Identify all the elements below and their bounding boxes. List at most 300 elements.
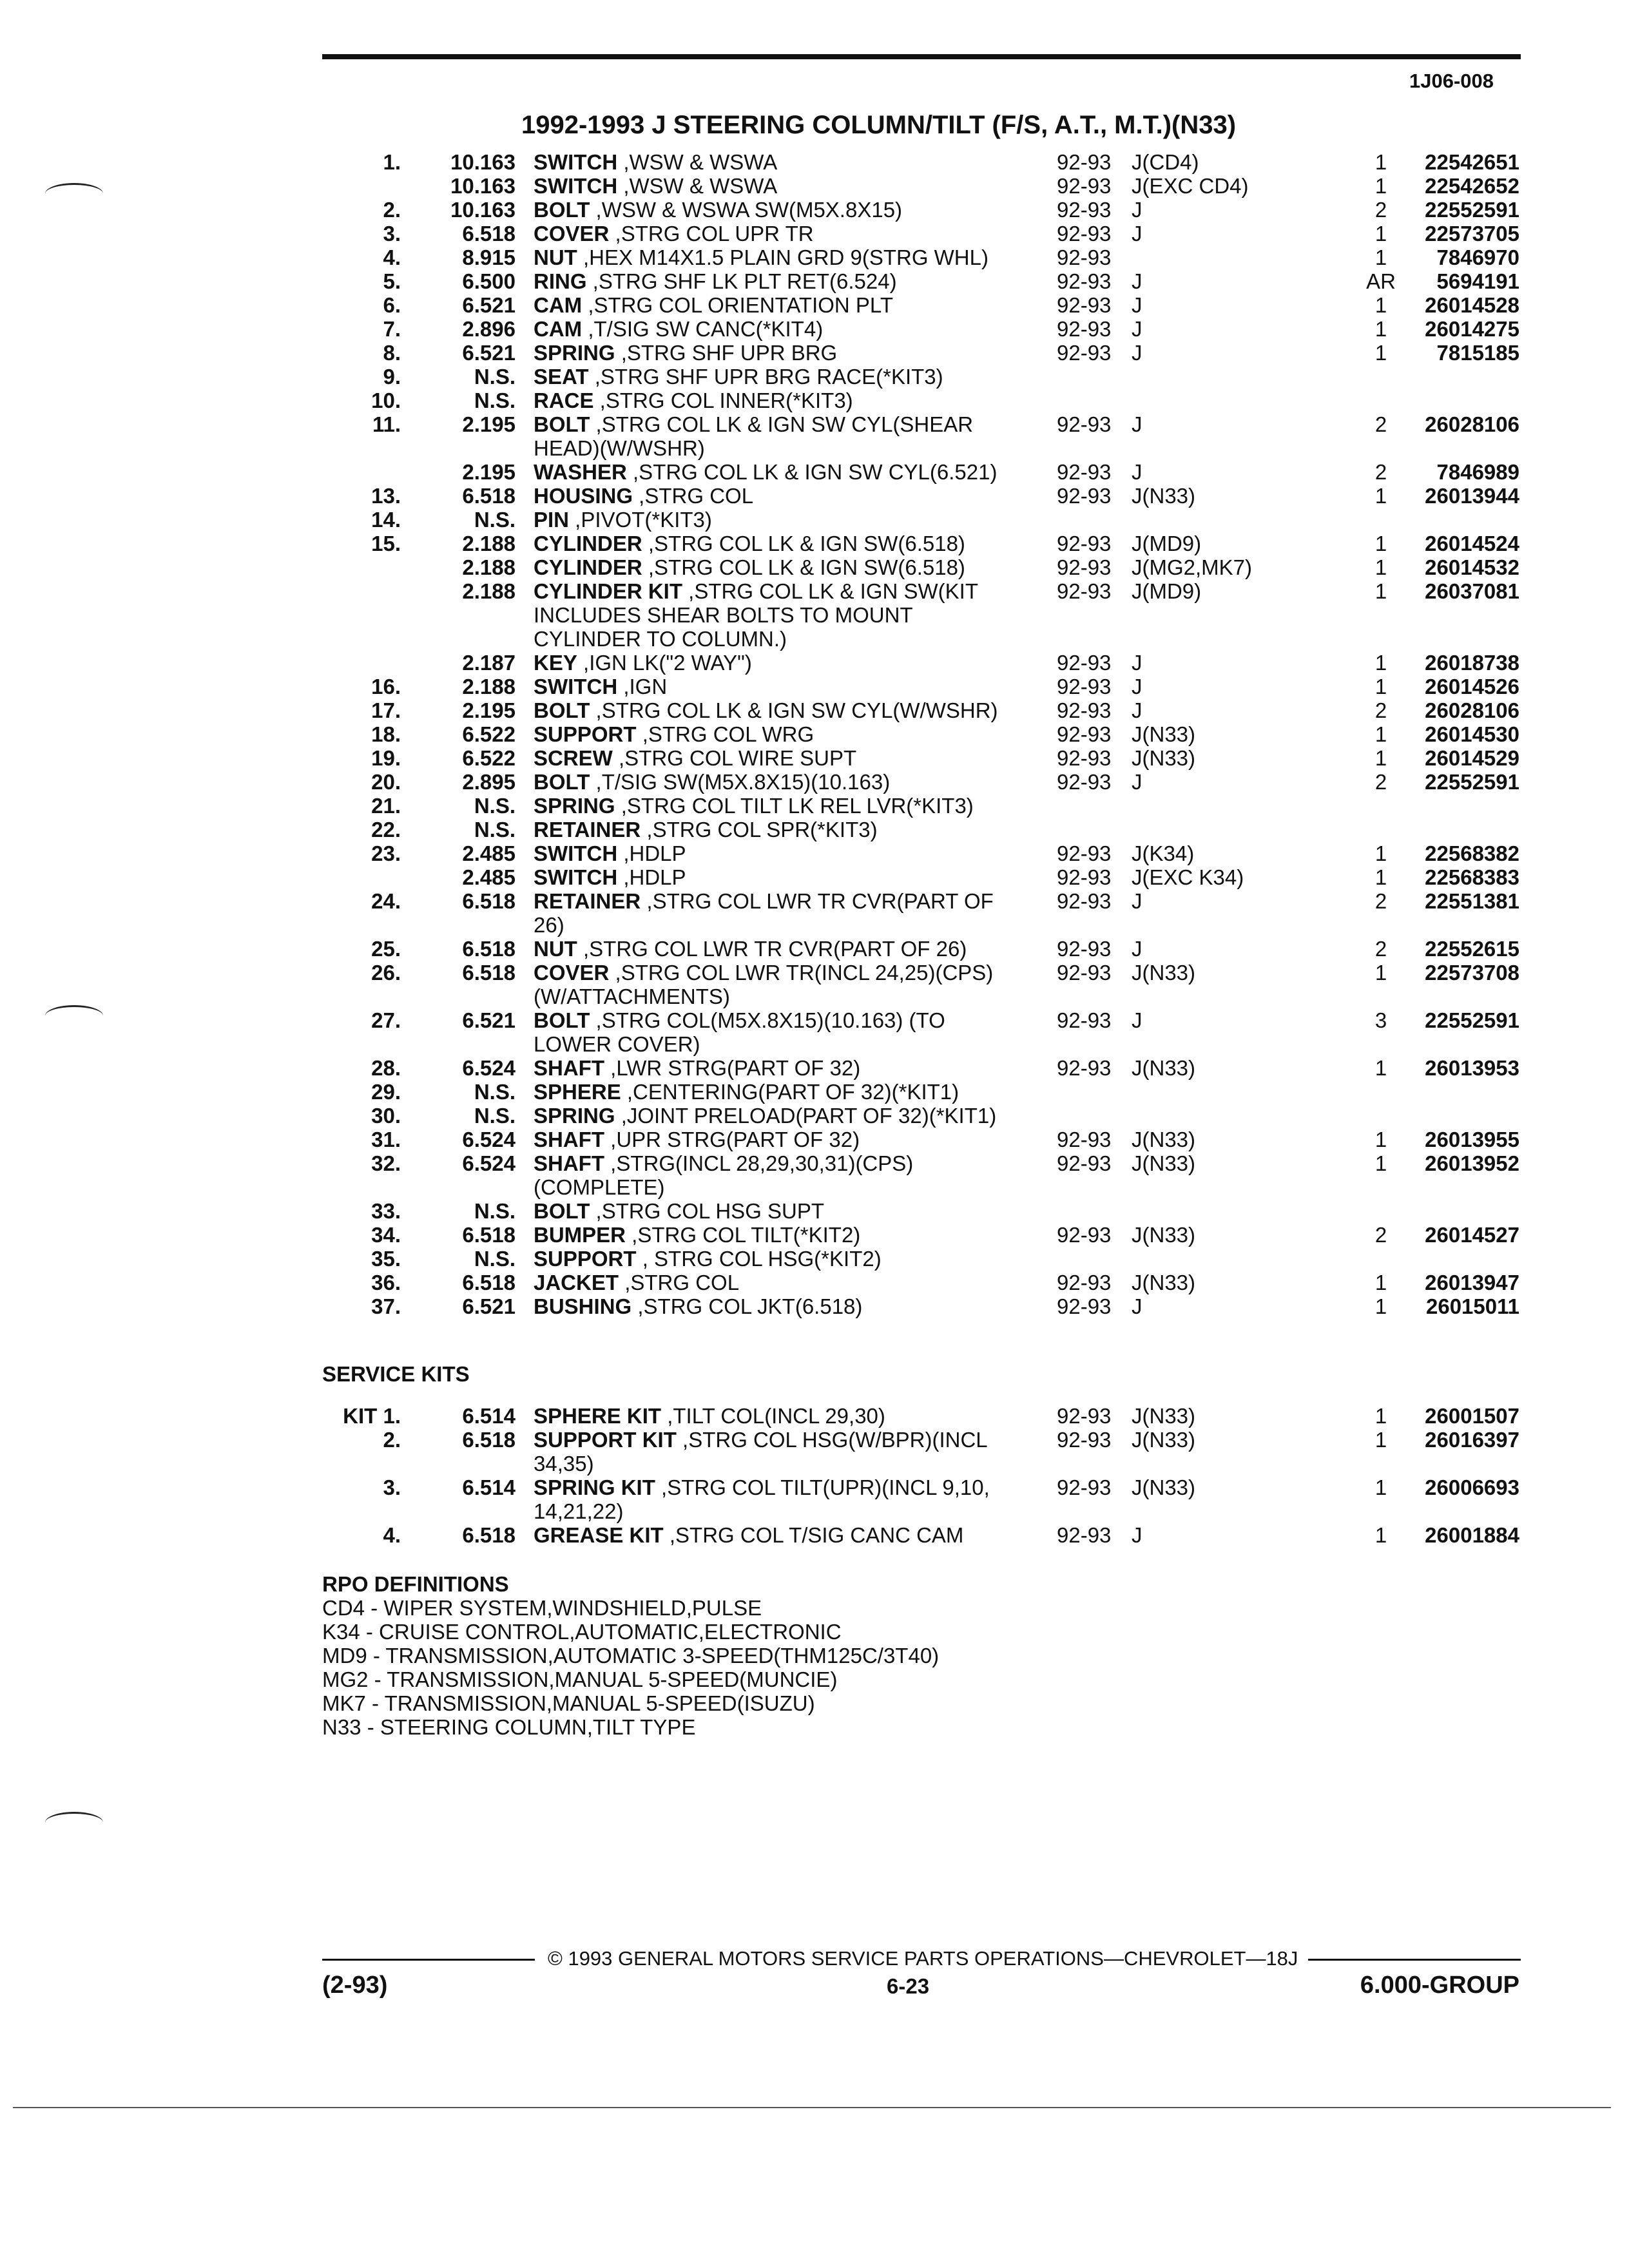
part-number: 22568382 <box>1425 841 1519 865</box>
part-row <box>0 174 1629 198</box>
part-description: 26) <box>534 913 564 937</box>
description <box>534 1032 700 1056</box>
quantity: 1 <box>1374 579 1387 603</box>
group-number: 2.485 <box>462 865 516 889</box>
application: J <box>1132 889 1142 913</box>
item-number: 7. <box>383 317 401 341</box>
description <box>534 1223 860 1247</box>
part-row <box>0 150 1629 174</box>
part-description: ,STRG COL LWR TR CVR(PART OF 26) <box>577 937 967 961</box>
application: J(N33) <box>1132 1128 1196 1151</box>
part-name: SHAFT <box>534 1056 604 1080</box>
part-name: CAM <box>534 293 583 317</box>
part-name: SHAFT <box>534 1151 604 1175</box>
part-number: 7815185 <box>1436 341 1519 365</box>
part-name: SCREW <box>534 746 613 770</box>
punch-mark <box>45 1005 103 1026</box>
part-description: ,STRG COL LK & IGN SW(6.518) <box>642 555 965 579</box>
application: J(CD4) <box>1132 150 1199 174</box>
part-row <box>0 341 1629 365</box>
application: J(MG2,MK7) <box>1132 555 1253 579</box>
group-number: 6.514 <box>462 1404 516 1428</box>
part-row <box>0 1104 1629 1128</box>
group-number: 6.522 <box>462 722 516 746</box>
application: J <box>1132 1523 1142 1547</box>
model-years: 92-93 <box>1057 1128 1112 1151</box>
model-years: 92-93 <box>1057 770 1112 794</box>
part-description: ,PIVOT(*KIT3) <box>569 508 712 532</box>
item-number: 36. <box>371 1271 401 1294</box>
part-number: 26013952 <box>1425 1151 1519 1175</box>
model-years: 92-93 <box>1057 1404 1112 1428</box>
group-number: N.S. <box>474 1199 516 1223</box>
quantity: 1 <box>1374 245 1387 269</box>
item-number: 2. <box>383 1428 401 1452</box>
part-number: 26006693 <box>1425 1475 1519 1499</box>
model-years: 92-93 <box>1057 269 1112 293</box>
item-number: 5. <box>383 269 401 293</box>
part-description: ,STRG COL WIRE SUPT <box>612 746 857 770</box>
rpo-definitions <box>322 1572 939 1739</box>
part-number: 22552591 <box>1425 1008 1519 1032</box>
quantity: 1 <box>1374 222 1387 245</box>
model-years: 92-93 <box>1057 961 1112 985</box>
kit-row <box>0 1428 1629 1452</box>
part-number: 26013944 <box>1425 484 1519 508</box>
item-number: 9. <box>383 365 401 389</box>
part-description: ,IGN LK("2 WAY") <box>577 651 752 675</box>
part-description: 34,35) <box>534 1452 594 1475</box>
description <box>534 532 965 555</box>
model-years: 92-93 <box>1057 698 1112 722</box>
model-years: 92-93 <box>1057 1008 1112 1032</box>
part-name: PIN <box>534 508 570 532</box>
part-description: 14,21,22) <box>534 1499 624 1523</box>
page-title: 1992-1993 J STEERING COLUMN/TILT (F/S, A.T., M.T.)(N33) <box>521 111 1237 139</box>
description <box>534 1151 913 1175</box>
group-number: 6.521 <box>462 341 516 365</box>
part-name: RETAINER <box>534 889 641 913</box>
part-row <box>0 365 1629 389</box>
part-name: SWITCH <box>534 675 618 698</box>
part-description: INCLUDES SHEAR BOLTS TO MOUNT <box>534 603 913 627</box>
group-number: 6.524 <box>462 1056 516 1080</box>
group-number: 6.518 <box>462 961 516 985</box>
description <box>534 341 837 365</box>
description <box>534 1056 860 1080</box>
group-number: 6.524 <box>462 1151 516 1175</box>
part-name: SHAFT <box>534 1128 604 1151</box>
rpo-heading: RPO DEFINITIONS <box>322 1572 509 1596</box>
description <box>534 913 564 937</box>
application: J(N33) <box>1132 746 1196 770</box>
quantity: 1 <box>1374 651 1387 675</box>
item-number: 33. <box>371 1199 401 1223</box>
application: J(N33) <box>1132 1223 1196 1247</box>
quantity: 2 <box>1374 770 1387 794</box>
application: J(EXC CD4) <box>1132 174 1249 198</box>
part-number: 26014532 <box>1425 555 1519 579</box>
model-years: 92-93 <box>1057 841 1112 865</box>
model-years: 92-93 <box>1057 222 1112 245</box>
part-description: ,WSW & WSWA <box>617 174 778 198</box>
part-name: NUT <box>534 937 577 961</box>
item-number: 17. <box>371 698 401 722</box>
item-number: 1. <box>383 150 401 174</box>
description <box>534 794 974 818</box>
part-name: BOLT <box>534 770 590 794</box>
part-row <box>0 222 1629 245</box>
application: J(N33) <box>1132 961 1196 985</box>
group-number: N.S. <box>474 1080 516 1104</box>
item-number: 27. <box>371 1008 401 1032</box>
model-years: 92-93 <box>1057 722 1112 746</box>
model-years: 92-93 <box>1057 174 1112 198</box>
description <box>534 841 686 865</box>
description <box>534 1104 996 1128</box>
group-number: 10.163 <box>450 174 516 198</box>
part-description: ,STRG COL UPR TR <box>609 222 814 245</box>
part-row <box>0 913 1629 937</box>
application: J <box>1132 937 1142 961</box>
quantity: 1 <box>1374 675 1387 698</box>
quantity: 1 <box>1374 317 1387 341</box>
part-name: BOLT <box>534 1199 590 1223</box>
part-row <box>0 985 1629 1008</box>
item-number: 31. <box>371 1128 401 1151</box>
description <box>534 985 730 1008</box>
part-description: ,STRG COL <box>633 484 754 508</box>
part-number: 26014530 <box>1425 722 1519 746</box>
part-description: ,STRG COL LK & IGN SW CYL(SHEAR <box>590 412 974 436</box>
part-name: RETAINER <box>534 818 641 841</box>
application: J(EXC K34) <box>1132 865 1244 889</box>
application: J(MD9) <box>1132 579 1202 603</box>
application: J(N33) <box>1132 1151 1196 1175</box>
quantity: 3 <box>1374 1008 1387 1032</box>
model-years: 92-93 <box>1057 1151 1112 1175</box>
application: J <box>1132 460 1142 484</box>
application: J <box>1132 1294 1142 1318</box>
quantity: 1 <box>1374 746 1387 770</box>
model-years: 92-93 <box>1057 293 1112 317</box>
item-number: 37. <box>371 1294 401 1318</box>
group-number: 6.524 <box>462 1128 516 1151</box>
kits-table <box>0 1404 1629 1547</box>
application: J(N33) <box>1132 1475 1196 1499</box>
description <box>534 198 902 222</box>
part-name: SPRING <box>534 794 615 818</box>
description <box>534 722 814 746</box>
part-row <box>0 1294 1629 1318</box>
part-description: ,JOINT PRELOAD(PART OF 32)(*KIT1) <box>615 1104 997 1128</box>
item-number: 26. <box>371 961 401 985</box>
item-number: 22. <box>371 818 401 841</box>
application: J(MD9) <box>1132 532 1202 555</box>
part-name: CAM <box>534 317 583 341</box>
group-number: 8.915 <box>462 245 516 269</box>
part-row <box>0 555 1629 579</box>
model-years: 92-93 <box>1057 484 1112 508</box>
part-description: ,STRG COL LK & IGN SW(6.518) <box>642 532 965 555</box>
part-number: 26014526 <box>1425 675 1519 698</box>
application: J <box>1132 341 1142 365</box>
part-description: CYLINDER TO COLUMN.) <box>534 627 787 651</box>
quantity: 1 <box>1374 174 1387 198</box>
quantity: 1 <box>1374 1404 1387 1428</box>
item-number: 25. <box>371 937 401 961</box>
description <box>534 365 943 389</box>
quantity: 2 <box>1374 937 1387 961</box>
part-name: BUSHING <box>534 1294 632 1318</box>
description <box>534 1499 623 1523</box>
part-number: 22542651 <box>1425 150 1519 174</box>
group-number: 2.188 <box>462 555 516 579</box>
group-number: 6.514 <box>462 1475 516 1499</box>
part-name: CYLINDER <box>534 532 642 555</box>
part-number: 26028106 <box>1425 412 1519 436</box>
part-number: 26015011 <box>1425 1294 1519 1318</box>
part-name: NUT <box>534 245 577 269</box>
part-row <box>0 818 1629 841</box>
description <box>534 555 965 579</box>
model-years: 92-93 <box>1057 1271 1112 1294</box>
part-row <box>0 1032 1629 1056</box>
part-row <box>0 675 1629 698</box>
part-row <box>0 889 1629 913</box>
bottom-scan-line <box>13 2107 1611 2108</box>
application: J <box>1132 412 1142 436</box>
description <box>534 818 878 841</box>
item-number: 19. <box>371 746 401 770</box>
part-description: ,STRG COL JKT(6.518) <box>631 1294 863 1318</box>
part-number: 22573708 <box>1425 961 1519 985</box>
part-description: ,T/SIG SW(M5X.8X15)(10.163) <box>590 770 891 794</box>
description <box>534 627 787 651</box>
application: J <box>1132 293 1142 317</box>
model-years: 92-93 <box>1057 865 1112 889</box>
description <box>534 1452 594 1475</box>
part-number: 22542652 <box>1425 174 1519 198</box>
group-number: 10.163 <box>450 198 516 222</box>
kit-row <box>0 1523 1629 1547</box>
group-number: 2.188 <box>462 532 516 555</box>
part-number: 26016397 <box>1425 1428 1519 1452</box>
item-number: 2. <box>383 198 401 222</box>
model-years: 92-93 <box>1057 460 1112 484</box>
description <box>534 269 897 293</box>
group-number: 2.195 <box>462 460 516 484</box>
group-number: 6.518 <box>462 484 516 508</box>
part-row <box>0 198 1629 222</box>
part-row <box>0 603 1629 627</box>
part-description: ,STRG COL SPR(*KIT3) <box>641 818 878 841</box>
part-row <box>0 794 1629 818</box>
item-number: 4. <box>383 1523 401 1547</box>
parts-table <box>0 150 1629 1318</box>
part-row <box>0 389 1629 412</box>
item-number: 3. <box>383 222 401 245</box>
group-number: 2.195 <box>462 698 516 722</box>
part-number: 26014524 <box>1425 532 1519 555</box>
part-name: SWITCH <box>534 174 618 198</box>
description <box>534 222 814 245</box>
footer-group: 6.000-GROUP <box>1360 1972 1519 1999</box>
kit-row <box>0 1404 1629 1428</box>
part-description: HEAD)(W/WSHR) <box>534 436 705 460</box>
description <box>534 150 777 174</box>
application: J(N33) <box>1132 1271 1196 1294</box>
model-years: 92-93 <box>1057 198 1112 222</box>
part-name: SPRING <box>534 1104 615 1128</box>
model-years: 92-93 <box>1057 245 1112 269</box>
part-description: , STRG COL HSG(*KIT2) <box>636 1247 882 1271</box>
group-number: 6.518 <box>462 222 516 245</box>
group-number: N.S. <box>474 794 516 818</box>
quantity: 1 <box>1374 341 1387 365</box>
group-number: 2.895 <box>462 770 516 794</box>
model-years: 92-93 <box>1057 651 1112 675</box>
quantity: 2 <box>1374 889 1387 913</box>
description <box>534 603 913 627</box>
model-years: 92-93 <box>1057 532 1112 555</box>
group-number: 6.518 <box>462 889 516 913</box>
description <box>534 1271 739 1294</box>
quantity: 1 <box>1374 1294 1387 1318</box>
rpo-line: MK7 - TRANSMISSION,MANUAL 5-SPEED(ISUZU) <box>322 1691 815 1715</box>
part-row <box>0 1128 1629 1151</box>
model-years: 92-93 <box>1057 150 1112 174</box>
part-description: ,STRG SHF UPR BRG <box>615 341 838 365</box>
description <box>534 865 686 889</box>
part-number: 22573705 <box>1425 222 1519 245</box>
application: J <box>1132 770 1142 794</box>
item-number: KIT 1. <box>343 1404 401 1428</box>
part-row <box>0 317 1629 341</box>
model-years: 92-93 <box>1057 555 1112 579</box>
kit-row <box>0 1452 1629 1475</box>
part-name: KEY <box>534 651 577 675</box>
item-number: 15. <box>371 532 401 555</box>
group-number: 6.518 <box>462 1428 516 1452</box>
application: J(N33) <box>1132 722 1196 746</box>
quantity: 2 <box>1374 198 1387 222</box>
part-name: BUMPER <box>534 1223 626 1247</box>
item-number: 16. <box>371 675 401 698</box>
part-row <box>0 865 1629 889</box>
part-description: ,HDLP <box>617 865 686 889</box>
part-number: 7846989 <box>1436 460 1519 484</box>
part-name: BOLT <box>534 698 590 722</box>
quantity: 2 <box>1374 460 1387 484</box>
description <box>534 1128 860 1151</box>
part-row <box>0 1175 1629 1199</box>
application: J(N33) <box>1132 1056 1196 1080</box>
part-description: ,STRG COL LWR TR(INCL 24,25)(CPS) <box>609 961 994 985</box>
footer-date: (2-93) <box>322 1972 388 1999</box>
rpo-line: MG2 - TRANSMISSION,MANUAL 5-SPEED(MUNCIE) <box>322 1667 838 1691</box>
quantity: 2 <box>1374 1223 1387 1247</box>
page-id: 1J06-008 <box>1409 70 1494 92</box>
application: J(K34) <box>1132 841 1195 865</box>
model-years: 92-93 <box>1057 889 1112 913</box>
part-number: 26018738 <box>1425 651 1519 675</box>
group-number: 6.518 <box>462 1271 516 1294</box>
model-years: 92-93 <box>1057 1428 1112 1452</box>
part-name: WASHER <box>534 460 627 484</box>
part-row <box>0 1199 1629 1223</box>
description <box>534 698 998 722</box>
item-number: 18. <box>371 722 401 746</box>
part-number: 26013955 <box>1425 1128 1519 1151</box>
description <box>534 1523 963 1547</box>
part-description: ,STRG COL LWR TR CVR(PART OF <box>641 889 994 913</box>
description <box>534 579 978 603</box>
quantity: 1 <box>1374 1151 1387 1175</box>
item-number: 23. <box>371 841 401 865</box>
part-description: ,HDLP <box>617 841 686 865</box>
item-number: 30. <box>371 1104 401 1128</box>
application: J <box>1132 269 1142 293</box>
model-years: 92-93 <box>1057 1056 1112 1080</box>
part-row <box>0 961 1629 985</box>
description <box>534 460 997 484</box>
part-description: ,STRG COL T/SIG CANC CAM <box>663 1523 964 1547</box>
rpo-line: N33 - STEERING COLUMN,TILT TYPE <box>322 1715 696 1739</box>
part-row <box>0 245 1629 269</box>
part-row <box>0 269 1629 293</box>
model-years: 92-93 <box>1057 579 1112 603</box>
application: J(N33) <box>1132 1428 1196 1452</box>
description <box>534 245 988 269</box>
part-row <box>0 1223 1629 1247</box>
group-number: 2.188 <box>462 579 516 603</box>
part-name: SUPPORT KIT <box>534 1428 677 1452</box>
part-row <box>0 651 1629 675</box>
part-name: SPRING KIT <box>534 1475 655 1499</box>
description <box>534 746 856 770</box>
part-description: ,STRG COL(M5X.8X15)(10.163) (TO <box>590 1008 945 1032</box>
group-number: 6.518 <box>462 937 516 961</box>
description <box>534 293 893 317</box>
part-description: ,STRG COL LK & IGN SW(KIT <box>682 579 979 603</box>
quantity: 2 <box>1374 412 1387 436</box>
part-row <box>0 722 1629 746</box>
part-name: RING <box>534 269 587 293</box>
item-number: 14. <box>371 508 401 532</box>
group-number: N.S. <box>474 1247 516 1271</box>
part-row <box>0 484 1629 508</box>
description <box>534 436 705 460</box>
description <box>534 412 973 436</box>
description <box>534 675 667 698</box>
kit-row <box>0 1475 1629 1499</box>
part-row <box>0 937 1629 961</box>
part-row <box>0 1247 1629 1271</box>
part-number: 26014528 <box>1425 293 1519 317</box>
part-number: 22552591 <box>1425 770 1519 794</box>
part-description: ,STRG COL LK & IGN SW CYL(W/WSHR) <box>590 698 998 722</box>
part-name: SPRING <box>534 341 615 365</box>
description <box>534 961 993 985</box>
part-description: ,IGN <box>617 675 668 698</box>
quantity: 1 <box>1374 1271 1387 1294</box>
rpo-line: K34 - CRUISE CONTROL,AUTOMATIC,ELECTRONIC <box>322 1620 842 1644</box>
quantity: 1 <box>1374 555 1387 579</box>
part-name: RACE <box>534 389 594 412</box>
group-number: 6.518 <box>462 1223 516 1247</box>
part-name: SPHERE KIT <box>534 1404 662 1428</box>
